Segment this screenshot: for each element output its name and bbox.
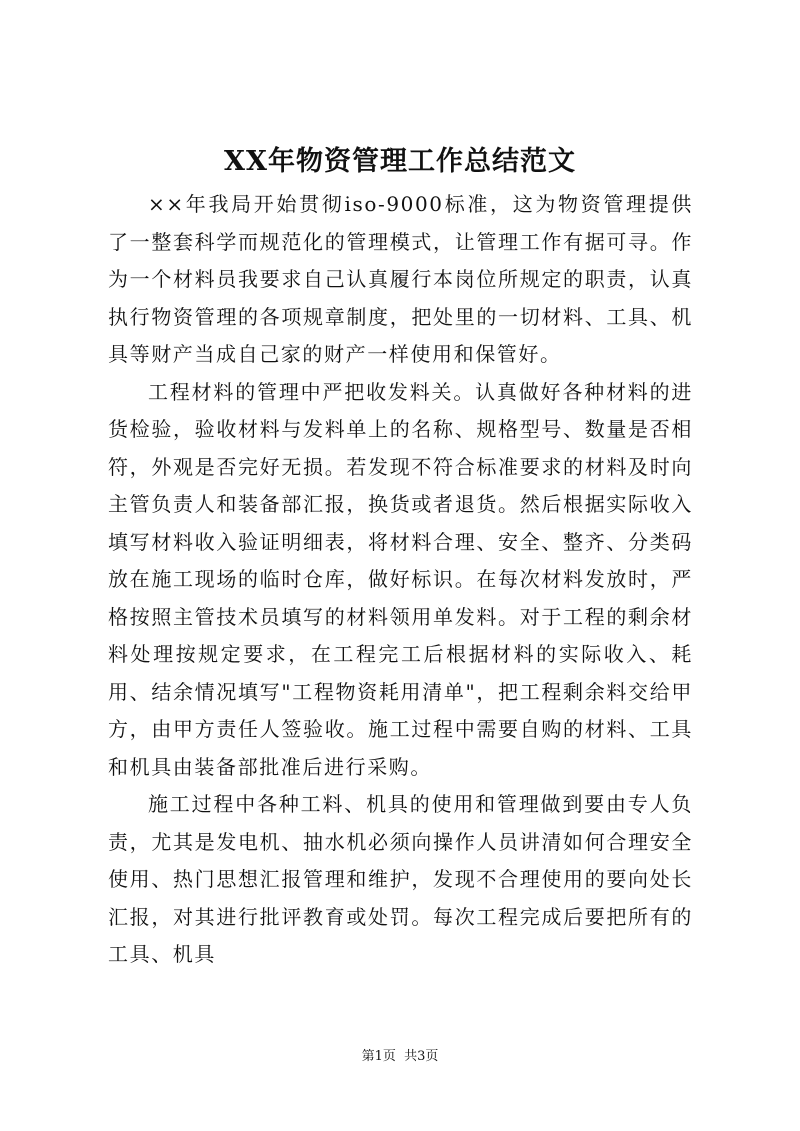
document-body [108, 186, 693, 974]
paragraph-1: ××年我局开始贯彻iso-9000标准，这为物资管理提供了一整套科学而规范化的管理模式，让管理工作有据可寻。作为一个材料员我要求自己认真履行本岗位所规定的职责，认真执行物资管理的各项规章制度，把处里的一切材料、工具、机具等财产当成自己家的财产一样使用和保管好。 [108, 192, 693, 366]
page-total: 共3页 [404, 1049, 439, 1064]
document-title: XX年物资管理工作总结范文 [224, 146, 576, 177]
paragraph-3: 施工过程中各种工料、机具的使用和管理做到要由专人负责，尤其是发电机、抽水机必须向操作人员讲清如何合理安全使用、热门思想汇报管理和维护，发现不合理使用的要向处长汇报，对其进行批评教育或处罚。每次工程完成后要把所有的工具、机具 [108, 792, 693, 966]
page-footer [0, 1047, 800, 1067]
page-number: 第1页 [361, 1049, 396, 1064]
paragraph-2: 工程材料的管理中严把收发料关。认真做好各种材料的进货检验，验收材料与发料单上的名称、规格型号、数量是否相符，外观是否完好无损。若发现不符合标准要求的材料及时向主管负责人和装备部汇报，换货或者退货。然后根据实际收入填写材料收入验证明细表，将材料合理、安全、整齐、分类码放在施工现场的临时仓库，做好标识。在每次材料发放时，严格按照主管技术员填写的材料领用单发料。对于工程的剩余材料处理按规定要求，在工程完工后根据材料的实际收入、耗用、结余情况填写"工程物资耗用清单"，把工程剩余料交给甲方，由甲方责任人签验收。施工过程中需要自购的材料、工具和机具由装备部批准后进行采购。 [108, 379, 693, 779]
